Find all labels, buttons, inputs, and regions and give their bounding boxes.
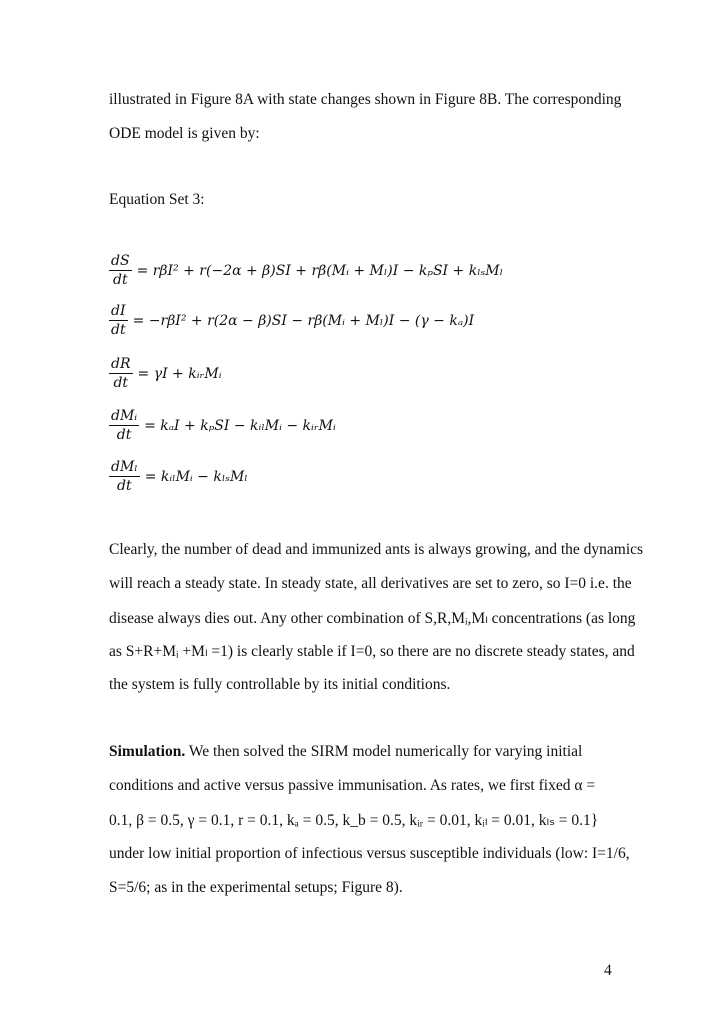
equation-dml-dt xyxy=(109,458,248,495)
paragraph-line: conditions and active versus passive immunisation. As rates, we first fixed α = xyxy=(109,777,596,794)
paragraph-line: will reach a steady state. In steady state, all derivatives are set to zero, so I=0 i.e. the xyxy=(109,575,632,592)
parameter-line: 0.1, β = 0.5, γ = 0.1, r = 0.1, kₐ = 0.5, k_b = 0.5, kᵢᵣ = 0.01, kᵢₗ = 0.01, kₗₛ = 0.1} xyxy=(109,812,599,829)
paragraph-line: under low initial proportion of infectious versus susceptible individuals (low: I=1/6, xyxy=(109,845,630,862)
paragraph-line: Clearly, the number of dead and immunized ants is always growing, and the dynamics xyxy=(109,541,644,558)
eq-denominator: dt xyxy=(117,478,132,494)
page-number: 4 xyxy=(604,962,612,979)
paragraph-line xyxy=(109,743,582,761)
eq-numerator: dS xyxy=(111,253,130,269)
eq-rhs: = −rβI² + r(2α − β)SI − rβ(Mᵢ + Mₗ)I − (γ − kₐ)I xyxy=(132,312,475,329)
paragraph-line: ODE model is given by: xyxy=(109,125,260,142)
eq-denominator: dt xyxy=(111,322,126,338)
eq-numerator: dMᵢ xyxy=(111,408,138,424)
equation-di-dt xyxy=(109,302,474,339)
paragraph-line: S=5/6; as in the experimental setups; Figure 8). xyxy=(109,879,403,896)
eq-numerator: dMₗ xyxy=(111,459,138,475)
eq-rhs: = kₐI + kₚSI − kᵢₗMᵢ − kᵢᵣMᵢ xyxy=(144,417,336,434)
paragraph-line: the system is fully controllable by its initial conditions. xyxy=(109,676,451,693)
eq-rhs: = γI + kᵢᵣMᵢ xyxy=(137,365,222,382)
eq-denominator: dt xyxy=(116,427,132,443)
equation-dr-dt xyxy=(109,355,222,392)
eq-denominator: dt xyxy=(112,272,128,288)
paragraph-line: disease always dies out. Any other combination of S,R,Mᵢ,Mₗ concentrations (as long xyxy=(109,610,636,627)
eq-denominator: dt xyxy=(113,375,129,391)
equation-set-label: Equation Set 3: xyxy=(109,191,205,208)
eq-rhs: = kᵢₗMᵢ − kₗₛMₗ xyxy=(144,468,248,485)
equation-ds-dt xyxy=(109,252,503,289)
paragraph-line: as S+R+Mᵢ +Mₗ =1) is clearly stable if I=0, so there are no discrete steady states, and xyxy=(109,643,635,660)
equation-dmi-dt xyxy=(109,407,336,444)
paragraph-text: We then solved the SIRM model numerically for varying initial xyxy=(185,743,583,760)
eq-numerator: dR xyxy=(111,356,131,372)
section-heading: Simulation. xyxy=(109,743,186,760)
eq-numerator: dI xyxy=(111,303,126,319)
paragraph-line: illustrated in Figure 8A with state changes shown in Figure 8B. The corresponding xyxy=(109,91,622,108)
eq-rhs: = rβI² + r(−2α + β)SI + rβ(Mᵢ + Mₗ)I − kₚSI + kₗₛMₗ xyxy=(136,262,504,279)
